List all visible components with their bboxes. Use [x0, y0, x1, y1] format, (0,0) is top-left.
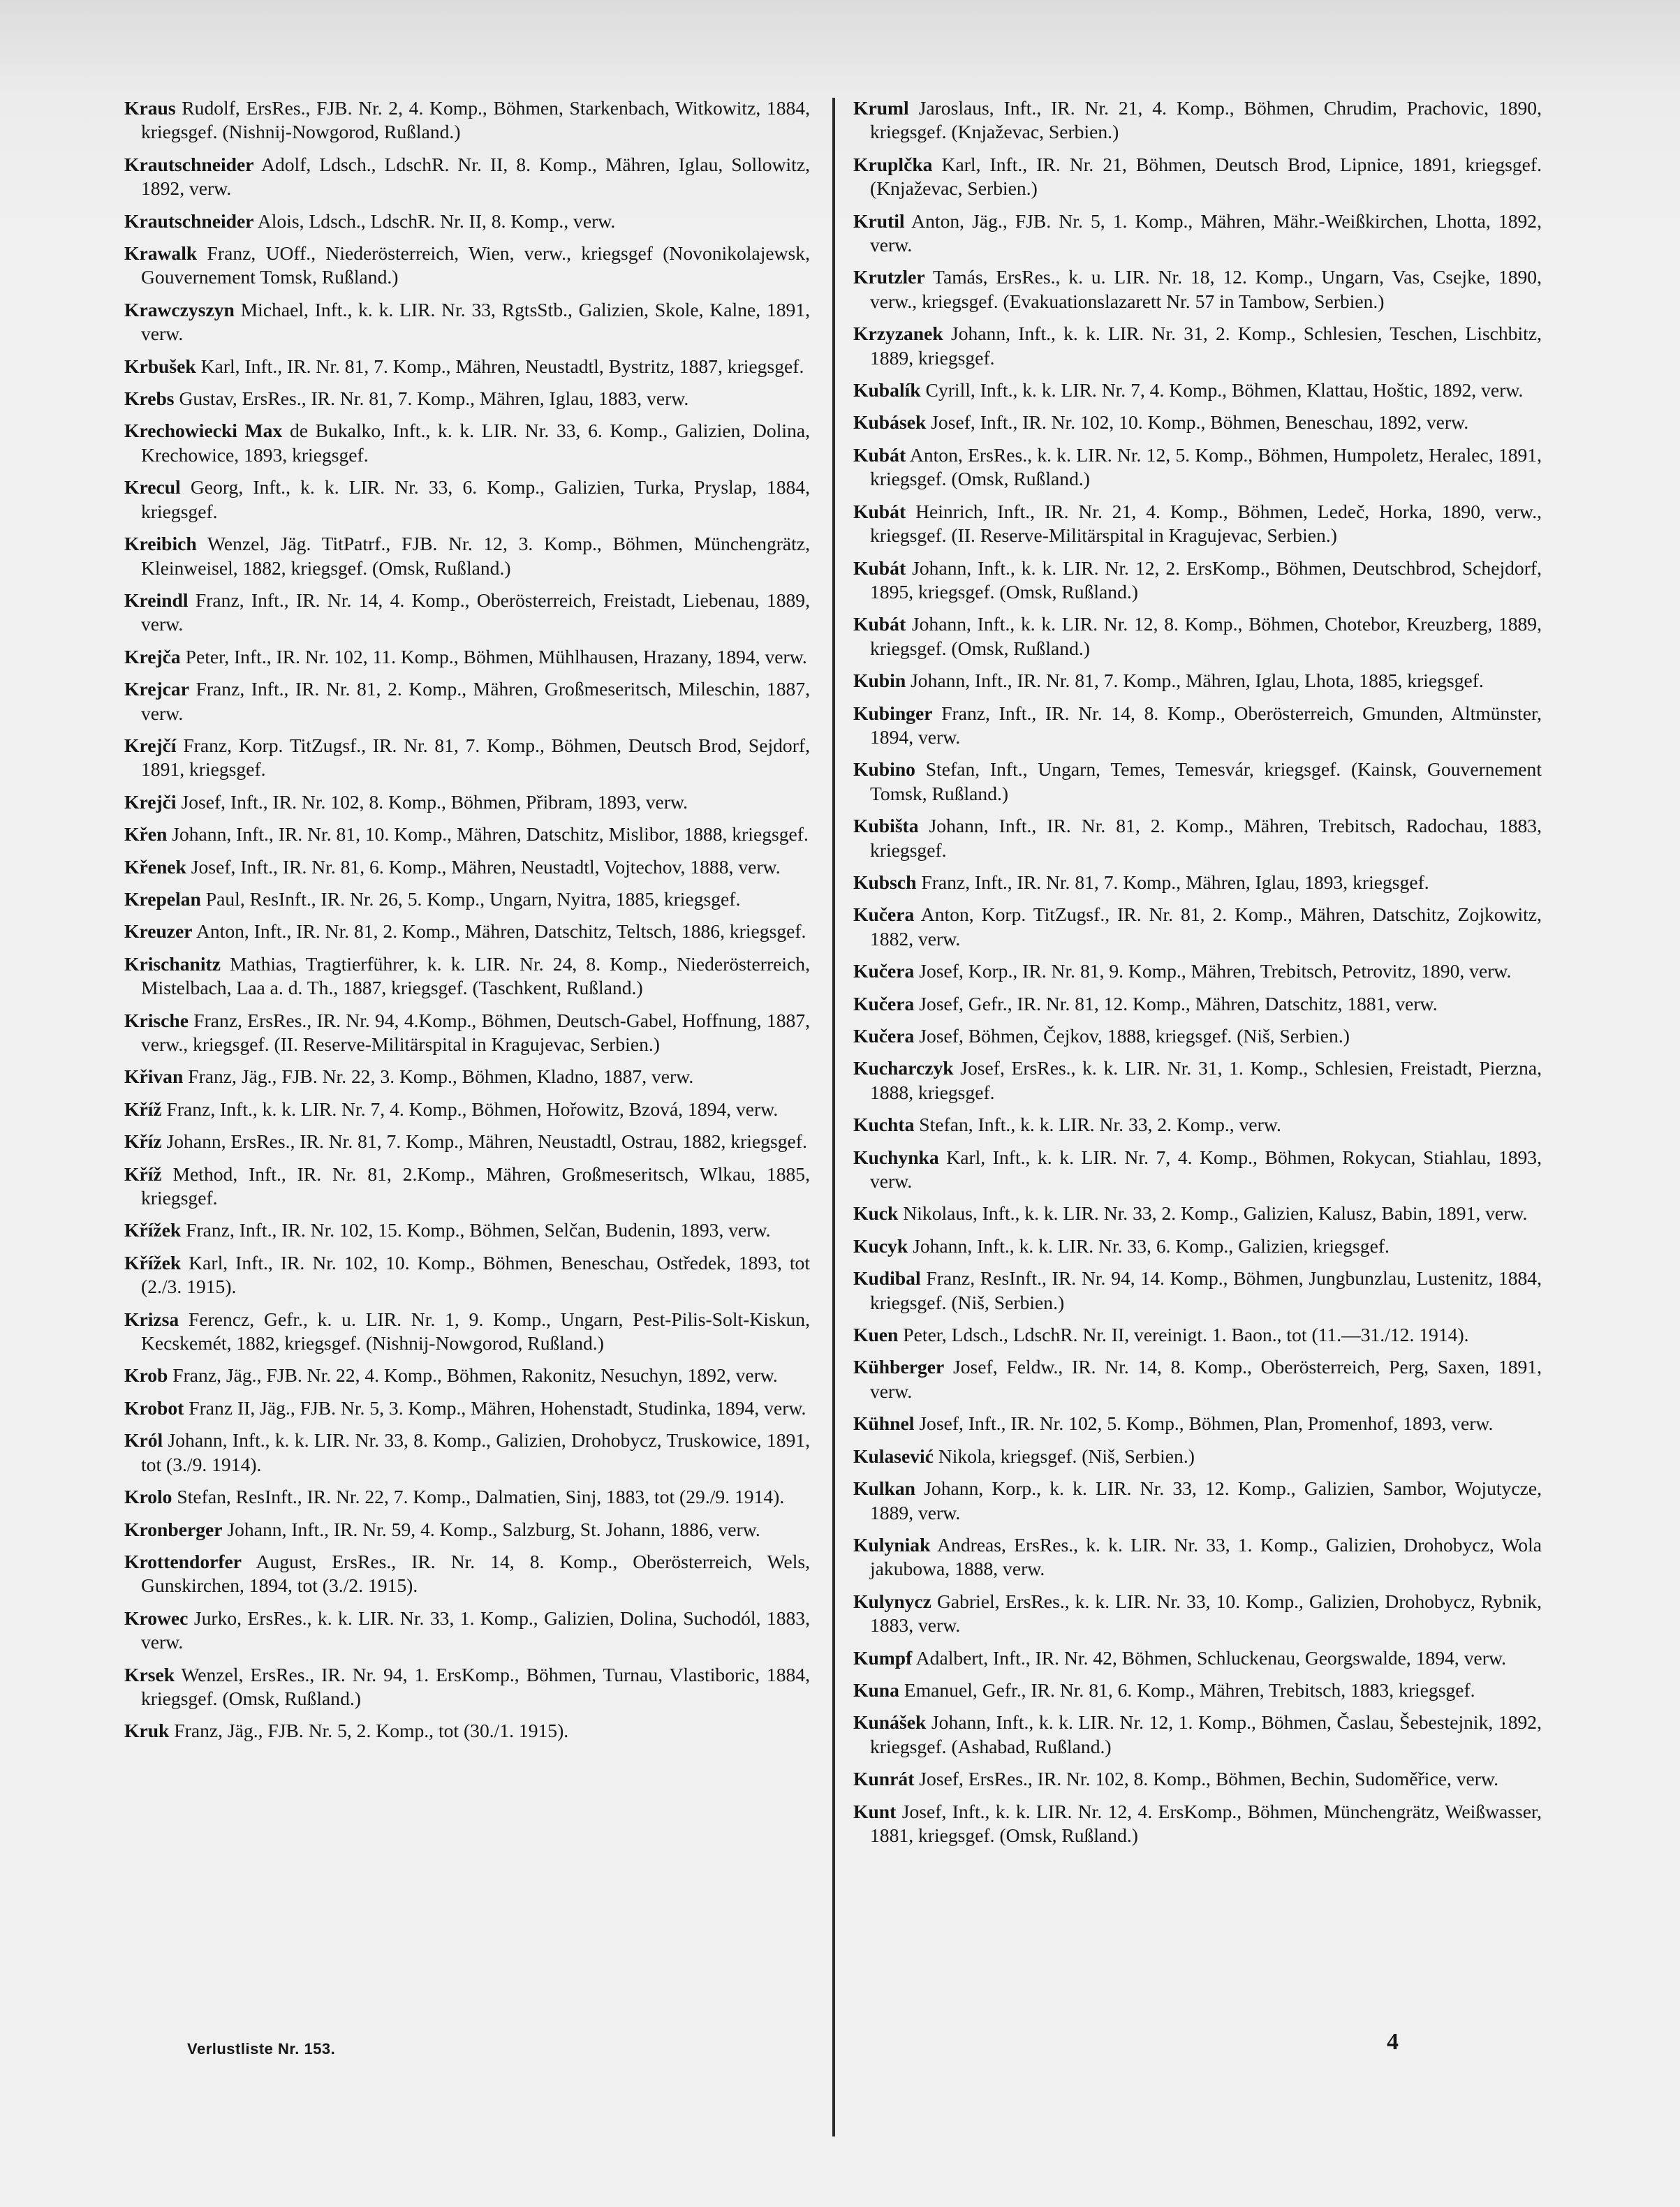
entry-surname: Kucharczyk: [853, 1057, 954, 1079]
entry-details: Heinrich, Inft., IR. Nr. 21, 4. Komp., Böhmen, Ledeč, Horka, 1890, verw., kriegsgef. (II. Reserve-Militärspital in Kragujevac, Serbien.): [870, 500, 1542, 547]
entry-surname: Kulkan: [853, 1477, 915, 1500]
entry-surname: Kubsch: [853, 871, 917, 893]
entry-surname: Krbušek: [124, 355, 196, 377]
left-column: [124, 96, 810, 1752]
list-entry: [853, 1477, 1542, 1525]
entry-details: Karl, Inft., IR. Nr. 102, 10. Komp., Böhmen, Beneschau, Ostředek, 1893, tot (2./3. 1915).: [141, 1251, 810, 1298]
entry-surname: Krejči: [124, 790, 177, 813]
entry-surname: Kuna: [853, 1678, 899, 1701]
column-divider: [832, 98, 835, 2136]
entry-details: Andreas, ErsRes., k. k. LIR. Nr. 33, 1. Komp., Galizien, Drohobycz, Wola jakubowa, 1888, verw.: [870, 1533, 1542, 1580]
entry-surname: Krzyzanek: [853, 323, 943, 345]
entry-details: Paul, ResInft., IR. Nr. 26, 5. Komp., Ungarn, Nyitra, 1885, kriegsgef.: [200, 887, 741, 910]
entry-details: Johann, Inft., IR. Nr. 81, 2. Komp., Mähren, Trebitsch, Radochau, 1883, kriegsgef.: [870, 815, 1542, 861]
entry-surname: Kreibich: [124, 533, 197, 555]
entry-surname: Krolo: [124, 1486, 172, 1508]
entry-details: Jurko, ErsRes., k. k. LIR. Nr. 33, 1. Komp., Galizien, Dolina, Suchodól, 1883, verw.: [141, 1607, 810, 1653]
entry-details: Franz, Inft., IR. Nr. 81, 7. Komp., Mähren, Iglau, 1893, kriegsgef.: [916, 871, 1429, 893]
entry-surname: Kubásek: [853, 411, 927, 434]
entry-details: Emanuel, Gefr., IR. Nr. 81, 6. Komp., Mähren, Trebitsch, 1883, kriegsgef.: [899, 1678, 1475, 1701]
list-entry: [853, 669, 1542, 693]
entry-details: Franz, Inft., k. k. LIR. Nr. 7, 4. Komp., Böhmen, Hořowitz, Bzová, 1894, verw.: [161, 1098, 779, 1120]
entry-surname: Kulynycz: [853, 1590, 931, 1612]
entry-details: Method, Inft., IR. Nr. 81, 2.Komp., Mähren, Großmeseritsch, Wlkau, 1885, kriegsgef.: [141, 1162, 810, 1209]
entry-details: Mathias, Tragtierführer, k. k. LIR. Nr. 24, 8. Komp., Niederösterreich, Mistelbach, Laa a. d. Th., 1887, kriegsgef. (Taschkent, Rußland.): [141, 952, 810, 999]
entry-details: Franz, Jäg., FJB. Nr. 22, 4. Komp., Böhmen, Rakonitz, Nesuchyn, 1892, verw.: [168, 1364, 778, 1387]
list-entry: [124, 475, 810, 524]
entry-surname: Krsek: [124, 1663, 175, 1685]
list-entry: [124, 1130, 810, 1153]
list-entry: [124, 1251, 810, 1299]
entry-details: Johann, Inft., k. k. LIR. Nr. 31, 2. Komp., Schlesien, Teschen, Lischbitz, 1889, kriegsgef.: [870, 323, 1542, 369]
entry-surname: Krottendorfer: [124, 1550, 242, 1572]
list-entry: [853, 1355, 1542, 1403]
entry-details: Johann, Inft., IR. Nr. 59, 4. Komp., Salzburg, St. Johann, 1886, verw.: [222, 1518, 760, 1540]
entry-surname: Krautschneider: [124, 209, 254, 232]
right-column: [853, 96, 1542, 1856]
entry-surname: Kruml: [853, 97, 909, 119]
entry-details: Josef, Böhmen, Čejkov, 1888, kriegsgef. (Niš, Serbien.): [914, 1025, 1350, 1047]
entry-details: Johann, Inft., IR. Nr. 81, 10. Komp., Mähren, Datschitz, Mislibor, 1888, kriegsgef.: [167, 823, 809, 846]
list-entry: [853, 378, 1542, 402]
entry-surname: Kulasević: [853, 1445, 934, 1467]
entry-details: Josef, Inft., IR. Nr. 102, 10. Komp., Böhmen, Beneschau, 1892, verw.: [926, 411, 1469, 434]
entry-surname: Kronberger: [124, 1518, 223, 1540]
list-entry: [853, 1445, 1542, 1468]
list-entry: [853, 992, 1542, 1016]
list-entry: [853, 1711, 1542, 1759]
list-entry: [124, 1550, 810, 1598]
entry-details: Peter, Inft., IR. Nr. 102, 11. Komp., Böhmen, Mühlhausen, Hrazany, 1894, verw.: [180, 645, 807, 667]
entry-surname: Kunrát: [853, 1768, 915, 1790]
entry-surname: Kučera: [853, 903, 915, 926]
list-entry: [853, 903, 1542, 951]
list-entry: [853, 1646, 1542, 1670]
entry-details: Georg, Inft., k. k. LIR. Nr. 33, 6. Komp., Galizien, Turka, Pryslap, 1884, kriegsgef.: [141, 476, 810, 522]
list-entry: [124, 96, 810, 145]
entry-details: Anton, Korp. TitZugsf., IR. Nr. 81, 2. Komp., Mähren, Datschitz, Zojkowitz, 1882, verw.: [870, 903, 1542, 950]
entry-details: Josef, Feldw., IR. Nr. 14, 8. Komp., Oberösterreich, Perg, Saxen, 1891, verw.: [870, 1356, 1542, 1402]
entry-details: Franz, Inft., IR. Nr. 81, 2. Komp., Mähren, Großmeseritsch, Mileschin, 1887, verw.: [141, 678, 810, 724]
list-entry: [853, 1412, 1542, 1435]
list-entry: [124, 1098, 810, 1121]
list-entry: [124, 532, 810, 580]
entry-details: Peter, Ldsch., LdschR. Nr. II, vereinigt. 1. Baon., tot (11.—31./12. 1914).: [898, 1324, 1469, 1346]
list-entry: [853, 1590, 1542, 1638]
entry-surname: Křenek: [124, 855, 186, 878]
entry-surname: Kraus: [124, 97, 176, 119]
entry-surname: Křen: [124, 823, 168, 846]
entry-surname: Kumpf: [853, 1646, 913, 1669]
entry-surname: Kubalík: [853, 379, 921, 401]
entry-surname: Kubát: [853, 556, 906, 579]
entry-details: Karl, Inft., k. k. LIR. Nr. 7, 4. Komp., Böhmen, Rokycan, Stiahlau, 1893, verw.: [870, 1146, 1542, 1193]
entry-details: Josef, ErsRes., k. k. LIR. Nr. 31, 1. Komp., Schlesien, Freistadt, Pierzna, 1888, kriegsgef.: [870, 1057, 1542, 1103]
entry-surname: Krebs: [124, 387, 175, 410]
entry-details: Ferencz, Gefr., k. u. LIR. Nr. 1, 9. Komp., Ungarn, Pest-Pilis-Solt-Kiskun, Kecskemét, 1882, kriegsgef. (Nishnij-Nowgorod, Rußland.): [141, 1308, 810, 1355]
entry-surname: Król: [124, 1429, 163, 1452]
list-entry: [124, 855, 810, 879]
list-entry: [124, 1396, 810, 1420]
entry-surname: Křivan: [124, 1065, 184, 1088]
entry-details: Michael, Inft., k. k. LIR. Nr. 33, RgtsStb., Galizien, Skole, Kalne, 1891, verw.: [141, 298, 810, 345]
entry-surname: Kříž: [124, 1162, 162, 1185]
entry-surname: Kühberger: [853, 1356, 945, 1378]
list-entry: [124, 1663, 810, 1711]
entry-details: de Bukalko, Inft., k. k. LIR. Nr. 33, 6. Komp., Galizien, Dolina, Krechowice, 1893, kriegsgef.: [141, 420, 810, 466]
list-entry: [853, 1146, 1542, 1194]
entry-surname: Krowec: [124, 1607, 189, 1629]
entry-surname: Krob: [124, 1364, 168, 1387]
entry-surname: Kuchynka: [853, 1146, 939, 1168]
entry-surname: Kubinger: [853, 702, 933, 724]
sheet-number: 4: [1387, 2029, 1399, 2055]
entry-surname: Kubino: [853, 758, 915, 781]
entry-details: Franz, Inft., IR. Nr. 102, 15. Komp., Böhmen, Selčan, Budenin, 1893, verw.: [181, 1219, 771, 1241]
list-entry: [853, 1202, 1542, 1225]
list-entry: [853, 209, 1542, 258]
entry-surname: Krejcar: [124, 678, 189, 700]
list-entry: [853, 758, 1542, 806]
entry-surname: Kubin: [853, 670, 906, 692]
list-entry: [124, 1518, 810, 1542]
entry-details: Johann, Inft., k. k. LIR. Nr. 33, 6. Komp., Galizien, kriegsgef.: [908, 1234, 1390, 1257]
entry-details: Josef, Inft., IR. Nr. 81, 6. Komp., Mähren, Neustadtl, Vojtechov, 1888, verw.: [186, 855, 781, 878]
entry-details: Karl, Inft., IR. Nr. 81, 7. Komp., Mähren, Neustadtl, Bystritz, 1887, kriegsgef.: [196, 355, 804, 377]
entry-surname: Kučera: [853, 960, 915, 982]
entry-details: Tamás, ErsRes., k. u. LIR. Nr. 18, 12. Komp., Ungarn, Vas, Csejke, 1890, verw., kriegsgef. (Evakuationslazarett Nr. 57 in Tambow, Serbien.): [870, 266, 1542, 312]
entry-surname: Kühnel: [853, 1412, 915, 1435]
list-entry: [853, 153, 1542, 201]
list-entry: [124, 1009, 810, 1057]
entry-surname: Kubát: [853, 500, 906, 522]
entry-details: Franz, Inft., IR. Nr. 14, 4. Komp., Oberösterreich, Freistadt, Liebenau, 1889, verw.: [141, 589, 810, 635]
entry-surname: Kuchta: [853, 1114, 915, 1136]
entry-details: Josef, Korp., IR. Nr. 81, 9. Komp., Mähren, Trebitsch, Petrovitz, 1890, verw.: [914, 960, 1512, 982]
entry-surname: Krawalk: [124, 242, 198, 265]
entry-surname: Kreuzer: [124, 920, 193, 943]
list-entry: [124, 887, 810, 911]
entry-details: Franz, Jäg., FJB. Nr. 5, 2. Komp., tot (30./1. 1915).: [169, 1720, 569, 1742]
entry-surname: Kříz: [124, 1130, 162, 1153]
entry-surname: Krawczyszyn: [124, 298, 235, 320]
list-entry: [124, 677, 810, 725]
entry-surname: Kuen: [853, 1324, 899, 1346]
entry-surname: Krutil: [853, 209, 905, 232]
entry-details: Franz II, Jäg., FJB. Nr. 5, 3. Komp., Mähren, Hohenstadt, Studinka, 1894, verw.: [184, 1396, 806, 1419]
entry-details: Wenzel, Jäg. TitPatrf., FJB. Nr. 12, 3. Komp., Böhmen, Münchengrätz, Kleinweisel, 1882, kriegsgef. (Omsk, Rußland.): [141, 533, 810, 579]
list-entry: [853, 1678, 1542, 1702]
entry-surname: Kubišta: [853, 815, 919, 837]
entry-details: Josef, Inft., IR. Nr. 102, 5. Komp., Böhmen, Plan, Promenhof, 1893, verw.: [914, 1412, 1494, 1435]
list-entry: [124, 952, 810, 1001]
entry-surname: Krische: [124, 1009, 189, 1031]
entry-surname: Kříž: [124, 1098, 162, 1120]
entry-surname: Kunášek: [853, 1711, 927, 1734]
list-entry: [124, 920, 810, 943]
list-entry: [124, 153, 810, 201]
entry-details: Nikolaus, Inft., k. k. LIR. Nr. 33, 2. Komp., Galizien, Kalusz, Babin, 1891, verw.: [898, 1202, 1528, 1225]
entry-surname: Krechowiecki Max: [124, 420, 283, 442]
entry-surname: Kuck: [853, 1202, 899, 1225]
entry-details: Cyrill, Inft., k. k. LIR. Nr. 7, 4. Komp., Böhmen, Klattau, Hoštic, 1892, verw.: [920, 379, 1524, 401]
list-entry: [853, 1113, 1542, 1137]
list-entry: [124, 822, 810, 846]
entry-surname: Kruplčka: [853, 153, 933, 175]
list-entry: [853, 1800, 1542, 1848]
list-entry: [124, 355, 810, 378]
entry-surname: Kreindl: [124, 589, 189, 611]
list-entry: [853, 500, 1542, 548]
entry-details: Johann, Inft., k. k. LIR. Nr. 12, 8. Komp., Böhmen, Chotebor, Kreuzberg, 1889, kriegsgef. (Omsk, Rußland.): [870, 613, 1542, 659]
entry-details: August, ErsRes., IR. Nr. 14, 8. Komp., Oberösterreich, Wels, Gunskirchen, 1894, tot (3./2. 1915).: [141, 1550, 810, 1597]
entry-details: Johann, Inft., k. k. LIR. Nr. 12, 2. ErsKomp., Böhmen, Deutschbrod, Schejdorf, 1895, kriegsgef. (Omsk, Rußland.): [870, 556, 1542, 603]
entry-details: Josef, Gefr., IR. Nr. 81, 12. Komp., Mähren, Datschitz, 1881, verw.: [914, 992, 1438, 1014]
list-entry: [853, 1234, 1542, 1258]
entry-details: Anton, Jäg., FJB. Nr. 5, 1. Komp., Mähren, Mähr.-Weißkirchen, Lhotta, 1892, verw.: [870, 209, 1542, 256]
entry-details: Franz, Inft., IR. Nr. 14, 8. Komp., Oberösterreich, Gmunden, Altmünster, 1894, verw.: [870, 702, 1542, 748]
list-entry: [853, 871, 1542, 894]
list-entry: [124, 790, 810, 814]
entry-details: Wenzel, ErsRes., IR. Nr. 94, 1. ErsKomp., Böhmen, Turnau, Vlastiboric, 1884, kriegsgef. (Omsk, Rußland.): [141, 1663, 810, 1709]
list-entry: [853, 1767, 1542, 1791]
list-label: Verlustliste Nr. 153.: [187, 2040, 336, 2058]
entry-details: Franz, Korp. TitZugsf., IR. Nr. 81, 7. Komp., Böhmen, Deutsch Brod, Sejdorf, 1891, kriegsgef.: [141, 734, 810, 781]
list-entry: [853, 1533, 1542, 1581]
entry-details: Nikola, kriegsgef. (Niš, Serbien.): [933, 1445, 1195, 1467]
list-entry: [853, 959, 1542, 983]
entry-details: Josef, Inft., IR. Nr. 102, 8. Komp., Böhmen, Přibram, 1893, verw.: [176, 790, 688, 813]
entry-surname: Krepelan: [124, 887, 201, 910]
entry-details: Stefan, Inft., Ungarn, Temes, Temesvár, kriegsgef. (Kainsk, Gouvernement Tomsk, Rußland.): [870, 758, 1542, 804]
list-entry: [124, 209, 810, 233]
entry-surname: Krecul: [124, 476, 181, 499]
list-entry: [124, 1607, 810, 1655]
entry-surname: Krejča: [124, 645, 181, 667]
list-entry: [853, 556, 1542, 605]
list-entry: [124, 1719, 810, 1743]
list-entry: [124, 1308, 810, 1356]
entry-surname: Kunt: [853, 1800, 897, 1822]
entry-surname: Krischanitz: [124, 952, 221, 975]
list-entry: [124, 734, 810, 782]
entry-surname: Kucyk: [853, 1234, 908, 1257]
list-entry: [853, 1267, 1542, 1315]
list-entry: [853, 265, 1542, 313]
entry-details: Josef, Inft., k. k. LIR. Nr. 12, 4. ErsKomp., Böhmen, Münchengrätz, Weißwasser, 1881, kriegsgef. (Omsk, Rußland.): [870, 1800, 1542, 1846]
list-entry: [124, 387, 810, 411]
entry-details: Jaroslaus, Inft., IR. Nr. 21, 4. Komp., Böhmen, Chrudim, Prachovic, 1890, kriegsgef. (Knjaževac, Serbien.): [870, 97, 1542, 143]
entry-details: Franz, UOff., Niederösterreich, Wien, verw., kriegsgef (Novonikolajewsk, Gouvernement Tomsk, Rußland.): [141, 242, 810, 288]
entry-surname: Krobot: [124, 1396, 184, 1419]
list-entry: [124, 645, 810, 669]
entry-surname: Křížek: [124, 1219, 182, 1241]
list-entry: [124, 1429, 810, 1477]
entry-details: Stefan, Inft., k. k. LIR. Nr. 33, 2. Komp., verw.: [914, 1114, 1281, 1136]
list-entry: [853, 1056, 1542, 1105]
list-entry: [853, 702, 1542, 750]
list-entry: [853, 612, 1542, 660]
list-entry: [124, 242, 810, 290]
list-entry: [124, 1364, 810, 1387]
entry-details: Johann, Korp., k. k. LIR. Nr. 33, 12. Komp., Galizien, Sambor, Wojutycze, 1889, verw.: [870, 1477, 1542, 1523]
list-entry: [124, 1218, 810, 1242]
entry-details: Johann, Inft., IR. Nr. 81, 7. Komp., Mähren, Iglau, Lhota, 1885, kriegsgef.: [906, 670, 1484, 692]
entry-surname: Křížek: [124, 1251, 182, 1274]
entry-details: Stefan, ResInft., IR. Nr. 22, 7. Komp., Dalmatien, Sinj, 1883, tot (29./9. 1914).: [172, 1486, 785, 1508]
entry-surname: Kudibal: [853, 1267, 921, 1290]
entry-details: Johann, ErsRes., IR. Nr. 81, 7. Komp., Mähren, Neustadtl, Ostrau, 1882, kriegsgef.: [161, 1130, 807, 1153]
entry-surname: Krautschneider: [124, 153, 254, 175]
entry-surname: Kubát: [853, 613, 906, 635]
list-entry: [124, 298, 810, 346]
entry-details: Johann, Inft., k. k. LIR. Nr. 12, 1. Komp., Böhmen, Časlau, Šebestejnik, 1892, kriegsgef. (Ashabad, Rußland.): [870, 1711, 1542, 1757]
list-entry: [124, 419, 810, 467]
entry-details: Franz, Jäg., FJB. Nr. 22, 3. Komp., Böhmen, Kladno, 1887, verw.: [183, 1065, 694, 1088]
entry-surname: Kulyniak: [853, 1533, 931, 1556]
list-entry: [124, 1485, 810, 1509]
entry-details: Anton, ErsRes., k. k. LIR. Nr. 12, 5. Komp., Böhmen, Humpoletz, Heralec, 1891, kriegsgef. (Omsk, Rußland.): [870, 443, 1542, 490]
entry-surname: Kubát: [853, 443, 906, 466]
list-entry: [853, 443, 1542, 492]
entry-details: Anton, Inft., IR. Nr. 81, 2. Komp., Mähren, Datschitz, Teltsch, 1886, kriegsgef.: [192, 920, 806, 943]
entry-surname: Krejčí: [124, 734, 177, 756]
entry-details: Adolf, Ldsch., LdschR. Nr. II, 8. Komp., Mähren, Iglau, Sollowitz, 1892, verw.: [141, 153, 810, 200]
entry-details: Josef, ErsRes., IR. Nr. 102, 8. Komp., Böhmen, Bechin, Sudoměřice, verw.: [914, 1768, 1499, 1790]
entry-surname: Kruk: [124, 1720, 170, 1742]
entry-surname: Krizsa: [124, 1308, 179, 1330]
list-entry: [853, 322, 1542, 370]
entry-details: Karl, Inft., IR. Nr. 21, Böhmen, Deutsch Brod, Lipnice, 1891, kriegsgef. (Knjaževac, Serbien.): [870, 153, 1542, 200]
entry-details: Franz, ErsRes., IR. Nr. 94, 4.Komp., Böhmen, Deutsch-Gabel, Hoffnung, 1887, verw., kriegsgef. (II. Reserve-Militärspital in Kragujevac, Serbien.): [141, 1009, 810, 1055]
entry-surname: Kučera: [853, 1025, 915, 1047]
entry-details: Gustav, ErsRes., IR. Nr. 81, 7. Komp., Mähren, Iglau, 1883, verw.: [174, 387, 689, 410]
list-entry: [853, 1323, 1542, 1347]
entry-details: Gabriel, ErsRes., k. k. LIR. Nr. 33, 10. Komp., Galizien, Drohobycz, Rybnik, 1883, verw.: [870, 1590, 1542, 1637]
list-entry: [853, 96, 1542, 145]
entry-details: Franz, ResInft., IR. Nr. 94, 14. Komp., Böhmen, Jungbunzlau, Lustenitz, 1884, kriegsgef. (Niš, Serbien.): [870, 1267, 1542, 1313]
list-entry: [853, 814, 1542, 862]
list-entry: [853, 1024, 1542, 1048]
list-entry: [124, 1065, 810, 1088]
list-entry: [853, 411, 1542, 434]
entry-details: Adalbert, Inft., IR. Nr. 42, Böhmen, Schluckenau, Georgswalde, 1894, verw.: [912, 1646, 1506, 1669]
entry-surname: Krutzler: [853, 266, 925, 288]
entry-details: Alois, Ldsch., LdschR. Nr. II, 8. Komp., verw.: [253, 209, 616, 232]
entry-details: Rudolf, ErsRes., FJB. Nr. 2, 4. Komp., Böhmen, Starkenbach, Witkowitz, 1884, kriegsgef. (Nishnij-Nowgorod, Rußland.): [141, 97, 810, 143]
entry-details: Johann, Inft., k. k. LIR. Nr. 33, 8. Komp., Galizien, Drohobycz, Truskowice, 1891, tot (3./9. 1914).: [141, 1429, 810, 1475]
list-entry: [124, 589, 810, 637]
entry-surname: Kučera: [853, 992, 915, 1014]
list-entry: [124, 1162, 810, 1211]
